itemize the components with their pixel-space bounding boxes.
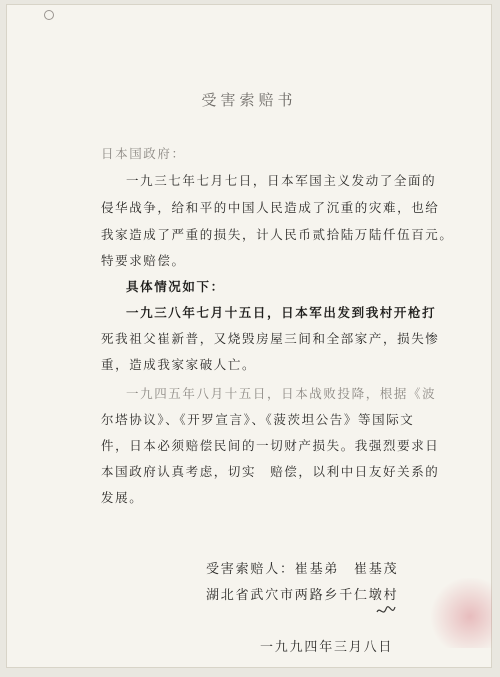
- paragraph-1-line-1: 一九三七年七月七日，日本军国主义发动了全面的: [126, 173, 437, 188]
- details-heading: 具体情况如下：: [126, 279, 225, 294]
- claimant-names: 受害索赔人：崔基弟 崔基茂: [206, 562, 399, 577]
- red-ink-smudge: [428, 578, 492, 648]
- paragraph-3-line-3: 重，造成我家家破人亡。: [101, 357, 257, 372]
- paragraph-1-line-3: 我家造成了严重的损失，计人民币贰拾陆万陆仟伍百元。: [101, 227, 454, 242]
- paragraph-4-line-3: 件，日本必须赔偿民间的一切财产损失。我强烈要求日: [101, 438, 440, 453]
- punch-hole-mark: [44, 10, 54, 20]
- claim-document: [6, 4, 492, 668]
- paragraph-1-line-4: 特要求赔偿。: [101, 253, 186, 268]
- paragraph-4-line-2: 尔塔协议》、《开罗宣言》、《菠茨坦公告》等国际文: [101, 412, 415, 427]
- addressee: 日本国政府：: [101, 146, 186, 161]
- document-date: 一九九四年三月八日: [260, 640, 394, 655]
- paragraph-4-line-4: 本国政府认真考虑，切实 赔偿，以利中日友好关系的: [101, 464, 440, 479]
- paragraph-4-line-1: 一九四五年八月十五日，日本战败投降，根据《波: [126, 386, 437, 401]
- paragraph-1-line-2: 侵华战争，给和平的中国人民造成了沉重的灾难，也给: [101, 200, 440, 215]
- document-title: 受害索赔书: [201, 91, 297, 109]
- paragraph-4-line-5: 发展。: [101, 490, 144, 505]
- paragraph-3-line-1: 一九三八年七月十五日，日本军出发到我村开枪打: [126, 305, 437, 320]
- paragraph-3-line-2: 死我祖父崔新普，又烧毁房屋三间和全部家产，损失惨: [101, 331, 440, 346]
- handwritten-mark: [375, 603, 397, 621]
- claimant-address: 湖北省武穴市两路乡千仁墩村: [206, 588, 399, 603]
